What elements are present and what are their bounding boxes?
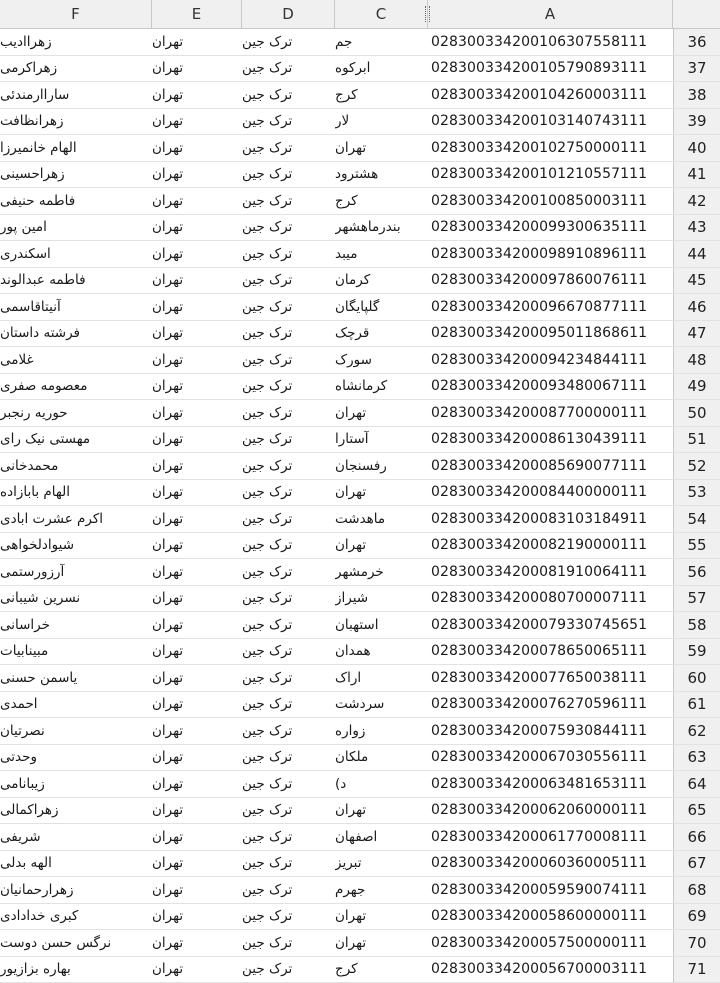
row-number[interactable]: 61 (673, 692, 720, 718)
cell-d[interactable]: ترک جین (242, 294, 335, 320)
cell-c[interactable]: اراک (335, 665, 428, 691)
cell-a[interactable]: 028300334200062060000111 (428, 798, 673, 824)
row-number[interactable]: 64 (673, 771, 720, 797)
row-number[interactable]: 40 (673, 135, 720, 161)
table-row (0, 559, 720, 586)
table-row (0, 453, 720, 480)
column-header-d[interactable]: D (242, 0, 335, 28)
cell-d[interactable]: ترک جین (242, 321, 335, 347)
row-number[interactable]: 71 (673, 957, 720, 983)
cell-f[interactable]: معصومه صفری (0, 374, 152, 400)
cell-a[interactable]: 028300334200103140743111 (428, 109, 673, 135)
cell-c[interactable]: تهران (335, 904, 428, 930)
row-number[interactable]: 59 (673, 639, 720, 665)
cell-e[interactable]: تهران (152, 559, 242, 585)
cell-a[interactable]: 028300334200079330745651 (428, 612, 673, 638)
cell-e[interactable]: تهران (152, 427, 242, 453)
cell-e[interactable]: تهران (152, 718, 242, 744)
row-number[interactable]: 44 (673, 241, 720, 267)
cell-d[interactable]: ترک جین (242, 506, 335, 532)
cell-e[interactable]: تهران (152, 374, 242, 400)
cell-d[interactable]: ترک جین (242, 374, 335, 400)
cell-c[interactable]: زواره (335, 718, 428, 744)
cell-f[interactable]: فاطمه حنیفی (0, 188, 152, 214)
row-number[interactable]: 67 (673, 851, 720, 877)
cell-a[interactable]: 028300334200061770008111 (428, 824, 673, 850)
table-row (0, 56, 720, 83)
row-number[interactable]: 36 (673, 29, 720, 55)
row-number[interactable]: 51 (673, 427, 720, 453)
cell-a[interactable]: 028300334200095011868611 (428, 321, 673, 347)
cell-e[interactable]: تهران (152, 453, 242, 479)
cell-a[interactable]: 028300334200056700003111 (428, 957, 673, 983)
cell-a[interactable]: 028300334200105790893111 (428, 56, 673, 82)
column-header-c[interactable]: C (335, 0, 428, 28)
row-number[interactable]: 54 (673, 506, 720, 532)
cell-f[interactable]: زهراادیب (0, 29, 152, 55)
cell-f[interactable]: الهه بدلی (0, 851, 152, 877)
row-number[interactable]: 58 (673, 612, 720, 638)
cell-e[interactable]: تهران (152, 771, 242, 797)
table-row (0, 480, 720, 507)
cell-c[interactable]: ملکان (335, 745, 428, 771)
cell-f[interactable]: زهراکمالی (0, 798, 152, 824)
table-row (0, 241, 720, 268)
row-number[interactable]: 49 (673, 374, 720, 400)
cell-c[interactable]: گلپایگان (335, 294, 428, 320)
cell-e[interactable]: تهران (152, 692, 242, 718)
cell-a[interactable]: 028300334200087700000111 (428, 400, 673, 426)
table-row (0, 692, 720, 719)
cell-d[interactable]: ترک جین (242, 188, 335, 214)
cell-c[interactable]: سردشت (335, 692, 428, 718)
cell-f[interactable]: احمدی (0, 692, 152, 718)
cell-d[interactable]: ترک جین (242, 215, 335, 241)
cell-a[interactable]: 028300334200097860076111 (428, 268, 673, 294)
cell-c[interactable]: شیراز (335, 586, 428, 612)
column-header-a[interactable]: A (428, 0, 673, 28)
cell-a[interactable]: 028300334200101210557111 (428, 162, 673, 188)
cell-d[interactable]: ترک جین (242, 82, 335, 108)
cell-d[interactable]: ترک جین (242, 851, 335, 877)
cell-a[interactable]: 028300334200081910064111 (428, 559, 673, 585)
cell-a[interactable]: 028300334200093480067111 (428, 374, 673, 400)
cell-e[interactable]: تهران (152, 904, 242, 930)
cell-d[interactable]: ترک جین (242, 559, 335, 585)
table-row (0, 718, 720, 745)
cell-c[interactable]: رفسنجان (335, 453, 428, 479)
cell-d[interactable]: ترک جین (242, 480, 335, 506)
cell-e[interactable]: تهران (152, 612, 242, 638)
cell-c[interactable]: آستارا (335, 427, 428, 453)
table-row (0, 877, 720, 904)
cell-c[interactable]: ابرکوه (335, 56, 428, 82)
table-row (0, 824, 720, 851)
table-row (0, 665, 720, 692)
cell-e[interactable]: تهران (152, 135, 242, 161)
cell-d[interactable]: ترک جین (242, 957, 335, 983)
row-number[interactable]: 39 (673, 109, 720, 135)
cell-e[interactable]: تهران (152, 188, 242, 214)
cell-c[interactable]: تبریز (335, 851, 428, 877)
row-number[interactable]: 55 (673, 533, 720, 559)
cell-c[interactable]: جم (335, 29, 428, 55)
cell-d[interactable]: ترک جین (242, 718, 335, 744)
cell-grid (0, 29, 720, 983)
cell-f[interactable]: مهستی نیک رای (0, 427, 152, 453)
cell-c[interactable]: کرمانشاه (335, 374, 428, 400)
cell-e[interactable]: تهران (152, 400, 242, 426)
table-row (0, 321, 720, 348)
row-number[interactable]: 57 (673, 586, 720, 612)
table-row (0, 745, 720, 772)
row-number[interactable]: 41 (673, 162, 720, 188)
cell-f[interactable]: زهرارحمانیان (0, 877, 152, 903)
cell-d[interactable]: ترک جین (242, 135, 335, 161)
table-row (0, 82, 720, 109)
row-number[interactable]: 53 (673, 480, 720, 506)
cell-c[interactable]: تهران (335, 930, 428, 956)
cell-a[interactable]: 028300334200100850003111 (428, 188, 673, 214)
column-resize-handle[interactable] (425, 6, 430, 22)
cell-e[interactable]: تهران (152, 480, 242, 506)
cell-e[interactable]: تهران (152, 639, 242, 665)
row-header-corner[interactable] (673, 0, 720, 28)
cell-f[interactable]: شریفی (0, 824, 152, 850)
row-number[interactable]: 62 (673, 718, 720, 744)
cell-f[interactable]: امین پور (0, 215, 152, 241)
cell-c[interactable]: خرمشهر (335, 559, 428, 585)
cell-a[interactable]: 028300334200082190000111 (428, 533, 673, 559)
row-number[interactable]: 56 (673, 559, 720, 585)
cell-c[interactable]: کرج (335, 188, 428, 214)
cell-d[interactable]: ترک جین (242, 162, 335, 188)
row-number[interactable]: 52 (673, 453, 720, 479)
cell-f[interactable]: کبری خدادادی (0, 904, 152, 930)
table-row (0, 188, 720, 215)
cell-c[interactable]: میبد (335, 241, 428, 267)
cell-a[interactable]: 028300334200060360005111 (428, 851, 673, 877)
table-row (0, 771, 720, 798)
column-header-f[interactable]: F (0, 0, 152, 28)
cell-f[interactable]: الهام خانمیرزا (0, 135, 152, 161)
cell-f[interactable]: خراسانی (0, 612, 152, 638)
cell-e[interactable]: تهران (152, 215, 242, 241)
cell-f[interactable]: زهراکرمی (0, 56, 152, 82)
cell-e[interactable]: تهران (152, 506, 242, 532)
cell-f[interactable]: نرگس حسن دوست (0, 930, 152, 956)
row-number[interactable]: 65 (673, 798, 720, 824)
table-row (0, 851, 720, 878)
cell-d[interactable]: ترک جین (242, 109, 335, 135)
cell-c[interactable]: هشترود (335, 162, 428, 188)
cell-f[interactable]: الهام بابازاده (0, 480, 152, 506)
cell-d[interactable]: ترک جین (242, 56, 335, 82)
cell-c[interactable]: کرمان (335, 268, 428, 294)
cell-e[interactable]: تهران (152, 347, 242, 373)
cell-f[interactable]: محمدخانی (0, 453, 152, 479)
table-row (0, 930, 720, 957)
cell-d[interactable]: ترک جین (242, 29, 335, 55)
row-number[interactable]: 43 (673, 215, 720, 241)
row-number[interactable]: 38 (673, 82, 720, 108)
cell-f[interactable]: اکرم عشرت ابادی (0, 506, 152, 532)
cell-d[interactable]: ترک جین (242, 400, 335, 426)
cell-c[interactable]: اصفهان (335, 824, 428, 850)
cell-d[interactable]: ترک جین (242, 692, 335, 718)
row-number[interactable]: 68 (673, 877, 720, 903)
cell-e[interactable]: تهران (152, 109, 242, 135)
cell-f[interactable]: آرزورستمی (0, 559, 152, 585)
cell-f[interactable]: نصرتیان (0, 718, 152, 744)
cell-d[interactable]: ترک جین (242, 241, 335, 267)
cell-a[interactable]: 028300334200077650038111 (428, 665, 673, 691)
cell-a[interactable]: 028300334200063481653111 (428, 771, 673, 797)
cell-c[interactable]: استهبان (335, 612, 428, 638)
cell-e[interactable]: تهران (152, 877, 242, 903)
cell-d[interactable]: ترک جین (242, 533, 335, 559)
cell-f[interactable]: فرشته داستان (0, 321, 152, 347)
table-row (0, 586, 720, 613)
table-row (0, 29, 720, 56)
cell-f[interactable]: زیبانامی (0, 771, 152, 797)
cell-f[interactable]: حوریه رنجبر (0, 400, 152, 426)
cell-e[interactable]: تهران (152, 930, 242, 956)
cell-f[interactable]: نسرین شیبانی (0, 586, 152, 612)
cell-c[interactable]: سورک (335, 347, 428, 373)
cell-e[interactable]: تهران (152, 294, 242, 320)
table-row (0, 400, 720, 427)
row-number[interactable]: 66 (673, 824, 720, 850)
cell-e[interactable]: تهران (152, 824, 242, 850)
cell-e[interactable]: تهران (152, 268, 242, 294)
cell-d[interactable]: ترک جین (242, 453, 335, 479)
cell-f[interactable]: بهاره بزازیور (0, 957, 152, 983)
table-row (0, 506, 720, 533)
cell-a[interactable]: 028300334200094234844111 (428, 347, 673, 373)
cell-f[interactable]: فاطمه عبدالوند (0, 268, 152, 294)
cell-f[interactable]: اسکندری (0, 241, 152, 267)
row-number[interactable]: 45 (673, 268, 720, 294)
cell-a[interactable]: 028300334200106307558111 (428, 29, 673, 55)
row-number[interactable]: 47 (673, 321, 720, 347)
table-row (0, 904, 720, 931)
cell-d[interactable]: ترک جین (242, 586, 335, 612)
row-number[interactable]: 46 (673, 294, 720, 320)
cell-c[interactable]: ماهدشت (335, 506, 428, 532)
cell-e[interactable]: تهران (152, 29, 242, 55)
table-row (0, 533, 720, 560)
table-row (0, 294, 720, 321)
cell-a[interactable]: 028300334200057500000111 (428, 930, 673, 956)
cell-f[interactable]: وحدتی (0, 745, 152, 771)
cell-e[interactable]: تهران (152, 665, 242, 691)
cell-d[interactable]: ترک جین (242, 347, 335, 373)
cell-f[interactable]: ساراارمندئی (0, 82, 152, 108)
row-number[interactable]: 60 (673, 665, 720, 691)
cell-a[interactable]: 028300334200083103184911 (428, 506, 673, 532)
cell-d[interactable]: ترک جین (242, 771, 335, 797)
row-number[interactable]: 63 (673, 745, 720, 771)
cell-f[interactable]: مبینابیات (0, 639, 152, 665)
table-row (0, 798, 720, 825)
cell-d[interactable]: ترک جین (242, 427, 335, 453)
cell-a[interactable]: 028300334200102750000111 (428, 135, 673, 161)
cell-e[interactable]: تهران (152, 533, 242, 559)
cell-d[interactable]: ترک جین (242, 904, 335, 930)
row-number[interactable]: 70 (673, 930, 720, 956)
cell-c[interactable]: تهران (335, 480, 428, 506)
cell-f[interactable]: آنیتاقاسمی (0, 294, 152, 320)
cell-c[interactable]: تهران (335, 400, 428, 426)
cell-c[interactable]: بندرماهشهر (335, 215, 428, 241)
table-row (0, 639, 720, 666)
cell-f[interactable]: غلامی (0, 347, 152, 373)
row-number[interactable]: 48 (673, 347, 720, 373)
cell-c[interactable]: تهران (335, 533, 428, 559)
cell-a[interactable]: 028300334200096670877111 (428, 294, 673, 320)
column-header-bar (0, 0, 720, 29)
cell-e[interactable]: تهران (152, 957, 242, 983)
row-number[interactable]: 37 (673, 56, 720, 82)
cell-a[interactable]: 028300334200104260003111 (428, 82, 673, 108)
cell-d[interactable]: ترک جین (242, 665, 335, 691)
cell-a[interactable]: 028300334200078650065111 (428, 639, 673, 665)
cell-c[interactable]: لار (335, 109, 428, 135)
cell-a[interactable]: 028300334200085690077111 (428, 453, 673, 479)
cell-e[interactable]: تهران (152, 851, 242, 877)
cell-c[interactable]: د) (335, 771, 428, 797)
cell-d[interactable]: ترک جین (242, 268, 335, 294)
table-row (0, 374, 720, 401)
cell-c[interactable]: کرج (335, 82, 428, 108)
cell-e[interactable]: تهران (152, 798, 242, 824)
cell-d[interactable]: ترک جین (242, 612, 335, 638)
table-row (0, 268, 720, 295)
cell-a[interactable]: 028300334200084400000111 (428, 480, 673, 506)
cell-f[interactable]: زهراحسینی (0, 162, 152, 188)
table-row (0, 135, 720, 162)
table-row (0, 612, 720, 639)
row-number[interactable]: 42 (673, 188, 720, 214)
table-row (0, 162, 720, 189)
cell-e[interactable]: تهران (152, 745, 242, 771)
cell-c[interactable]: تهران (335, 135, 428, 161)
cell-a[interactable]: 028300334200058600000111 (428, 904, 673, 930)
cell-d[interactable]: ترک جین (242, 930, 335, 956)
cell-e[interactable]: تهران (152, 241, 242, 267)
cell-a[interactable]: 028300334200075930844111 (428, 718, 673, 744)
table-row (0, 957, 720, 983)
cell-c[interactable]: جهرم (335, 877, 428, 903)
cell-c[interactable]: تهران (335, 798, 428, 824)
cell-c[interactable]: همدان (335, 639, 428, 665)
cell-a[interactable]: 028300334200067030556111 (428, 745, 673, 771)
column-header-e[interactable]: E (152, 0, 242, 28)
cell-f[interactable]: شیوادلخواهی (0, 533, 152, 559)
cell-d[interactable]: ترک جین (242, 824, 335, 850)
table-row (0, 109, 720, 136)
cell-e[interactable]: تهران (152, 586, 242, 612)
cell-c[interactable]: قرچک (335, 321, 428, 347)
cell-e[interactable]: تهران (152, 82, 242, 108)
table-row (0, 215, 720, 242)
table-row (0, 347, 720, 374)
cell-d[interactable]: ترک جین (242, 745, 335, 771)
cell-a[interactable]: 028300334200080700007111 (428, 586, 673, 612)
cell-d[interactable]: ترک جین (242, 798, 335, 824)
row-number[interactable]: 69 (673, 904, 720, 930)
cell-a[interactable]: 028300334200099300635111 (428, 215, 673, 241)
cell-d[interactable]: ترک جین (242, 639, 335, 665)
cell-d[interactable]: ترک جین (242, 877, 335, 903)
cell-e[interactable]: تهران (152, 56, 242, 82)
cell-a[interactable]: 028300334200076270596111 (428, 692, 673, 718)
cell-c[interactable]: کرج (335, 957, 428, 983)
cell-f[interactable]: زهرانظافت (0, 109, 152, 135)
row-number[interactable]: 50 (673, 400, 720, 426)
cell-a[interactable]: 028300334200059590074111 (428, 877, 673, 903)
table-row (0, 427, 720, 454)
cell-f[interactable]: یاسمن حسنی (0, 665, 152, 691)
cell-a[interactable]: 028300334200098910896111 (428, 241, 673, 267)
cell-e[interactable]: تهران (152, 162, 242, 188)
cell-a[interactable]: 028300334200086130439111 (428, 427, 673, 453)
cell-e[interactable]: تهران (152, 321, 242, 347)
